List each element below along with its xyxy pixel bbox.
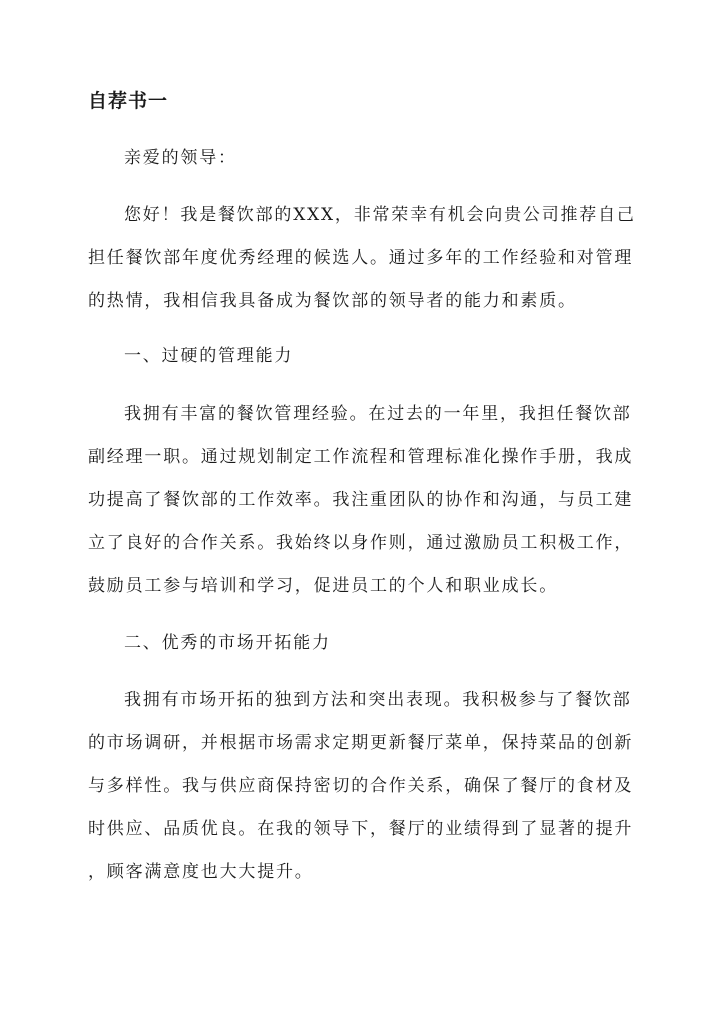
section1-line-1: 我拥有丰富的餐饮管理经验。在过去的一年里，我担任餐饮部 [124,404,632,424]
salutation: 亲爱的领导： [124,148,237,168]
section1-line-5: 鼓励员工参与培训和学习，促进员工的个人和职业成长。 [88,576,558,596]
section2-line-2: 的市场调研，并根据市场需求定期更新餐厅菜单，保持菜品的创新 [88,733,634,753]
intro-line-1: 您好！我是餐饮部的XXX，非常荣幸有机会向贵公司推荐自己 [124,205,636,225]
section1-line-2: 副经理一职。通过规划制定工作流程和管理标准化操作手册，我成 [88,447,634,467]
section2-line-3: 与多样性。我与供应商保持密切的合作关系，确保了餐厅的食材及 [88,776,634,796]
section1-line-4: 立了良好的合作关系。我始终以身作则，通过激励员工积极工作， [88,533,634,553]
intro-line-2: 担任餐饮部年度优秀经理的候选人。通过多年的工作经验和对管理 [88,248,634,268]
document-title: 自荐书一 [88,90,169,112]
section-heading-1: 一、过硬的管理能力 [124,346,294,366]
section2-line-5: ，顾客满意度也大大提升。 [88,862,314,882]
section2-line-4: 时供应、品质优良。在我的领导下，餐厅的业绩得到了显著的提升 [88,819,634,839]
section1-line-3: 功提高了餐饮部的工作效率。我注重团队的协作和沟通，与员工建 [88,490,634,510]
section-heading-2: 二、优秀的市场开拓能力 [124,633,331,653]
intro-line-3: 的热情，我相信我具备成为餐饮部的领导者的能力和素质。 [88,291,577,311]
section2-line-1: 我拥有市场开拓的独到方法和突出表现。我积极参与了餐饮部 [124,690,632,710]
